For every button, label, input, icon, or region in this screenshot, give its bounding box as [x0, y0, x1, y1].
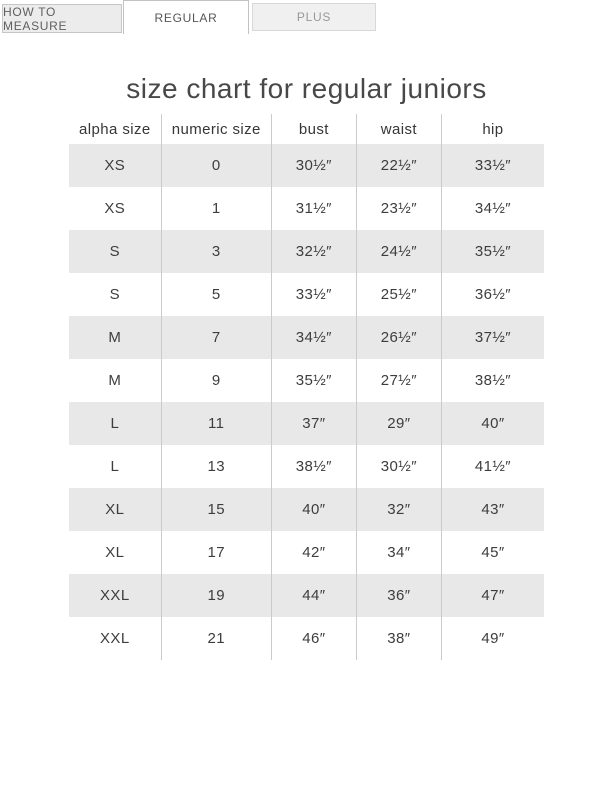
tab-how-to-measure[interactable]: HOW TO MEASURE	[2, 4, 122, 33]
tab-plus[interactable]: PLUS	[252, 3, 376, 31]
table-cell: 25½″	[356, 273, 441, 316]
table-cell: 49″	[441, 617, 544, 660]
table-cell: L	[110, 458, 120, 475]
table-cell: L	[69, 402, 161, 445]
table-row	[69, 445, 544, 488]
table-cell: 38″	[356, 617, 441, 660]
table-cell: XS	[69, 144, 161, 187]
table-cell: 17	[161, 531, 271, 574]
table-row	[69, 402, 544, 445]
page-title: size chart for regular juniors	[126, 73, 487, 104]
table-row	[69, 316, 544, 359]
size-table	[69, 114, 544, 660]
table-cell: 47″	[441, 574, 544, 617]
table-cell: 23½″	[356, 187, 441, 230]
size-table-header	[69, 114, 544, 144]
column-header-waist: waist	[356, 114, 441, 144]
table-cell: 43″	[441, 488, 544, 531]
table-cell: 32″	[356, 488, 441, 531]
size-table-body	[69, 144, 544, 660]
table-cell: 41½″	[441, 445, 544, 488]
table-cell: 37½″	[441, 316, 544, 359]
table-row	[69, 187, 544, 230]
table-row	[69, 617, 544, 660]
table-cell: 1	[161, 187, 271, 230]
table-cell: 36″	[356, 574, 441, 617]
column-header-bust: bust	[271, 114, 356, 144]
table-cell: 0	[161, 144, 271, 187]
table-cell: 5	[161, 273, 271, 316]
tab-regular[interactable]: REGULAR	[123, 0, 249, 34]
table-row	[69, 531, 544, 574]
table-cell: 27½″	[356, 359, 441, 402]
table-cell: 11	[161, 402, 271, 445]
table-cell: XL	[105, 544, 125, 561]
size-chart-tabbar	[0, 0, 613, 34]
table-cell: S	[69, 230, 161, 273]
table-cell: S	[109, 286, 121, 303]
table-cell: 40″	[271, 488, 356, 531]
table-row	[69, 488, 544, 531]
table-cell: 46″	[271, 617, 356, 660]
table-cell: M	[108, 372, 122, 389]
table-cell: 33½″	[441, 144, 544, 187]
table-cell: XXL	[100, 630, 130, 647]
table-row	[69, 574, 544, 617]
table-cell: 33½″	[271, 273, 356, 316]
table-cell: 34½″	[271, 316, 356, 359]
table-cell: 32½″	[271, 230, 356, 273]
table-cell: XL	[69, 488, 161, 531]
table-cell: 38½″	[441, 359, 544, 402]
table-cell: 7	[161, 316, 271, 359]
table-cell: 34″	[356, 531, 441, 574]
table-cell: 22½″	[356, 144, 441, 187]
table-cell: 26½″	[356, 316, 441, 359]
table-cell: 40″	[441, 402, 544, 445]
table-cell: 30½″	[356, 445, 441, 488]
table-cell: 38½″	[271, 445, 356, 488]
table-cell: 9	[161, 359, 271, 402]
table-cell: 29″	[356, 402, 441, 445]
header-row	[69, 114, 544, 144]
table-cell: 30½″	[271, 144, 356, 187]
table-cell: 36½″	[441, 273, 544, 316]
table-row	[69, 359, 544, 402]
table-cell: XS	[104, 200, 126, 217]
table-cell: 15	[161, 488, 271, 531]
table-cell: 3	[161, 230, 271, 273]
table-cell: M	[69, 316, 161, 359]
column-header-numeric-size: numeric size	[161, 114, 271, 144]
column-header-alpha-size: alpha size	[79, 120, 151, 138]
table-cell: 21	[161, 617, 271, 660]
table-cell: 35½″	[441, 230, 544, 273]
table-cell: 42″	[271, 531, 356, 574]
table-cell: 19	[161, 574, 271, 617]
table-cell: 37″	[271, 402, 356, 445]
table-cell: 24½″	[356, 230, 441, 273]
table-row	[69, 144, 544, 187]
table-row	[69, 273, 544, 316]
table-row	[69, 230, 544, 273]
table-cell: 34½″	[441, 187, 544, 230]
table-cell: 31½″	[271, 187, 356, 230]
column-header-hip: hip	[441, 114, 544, 144]
table-cell: 35½″	[271, 359, 356, 402]
table-cell: 45″	[441, 531, 544, 574]
table-cell: 44″	[271, 574, 356, 617]
table-cell: XXL	[69, 574, 161, 617]
table-cell: 13	[161, 445, 271, 488]
